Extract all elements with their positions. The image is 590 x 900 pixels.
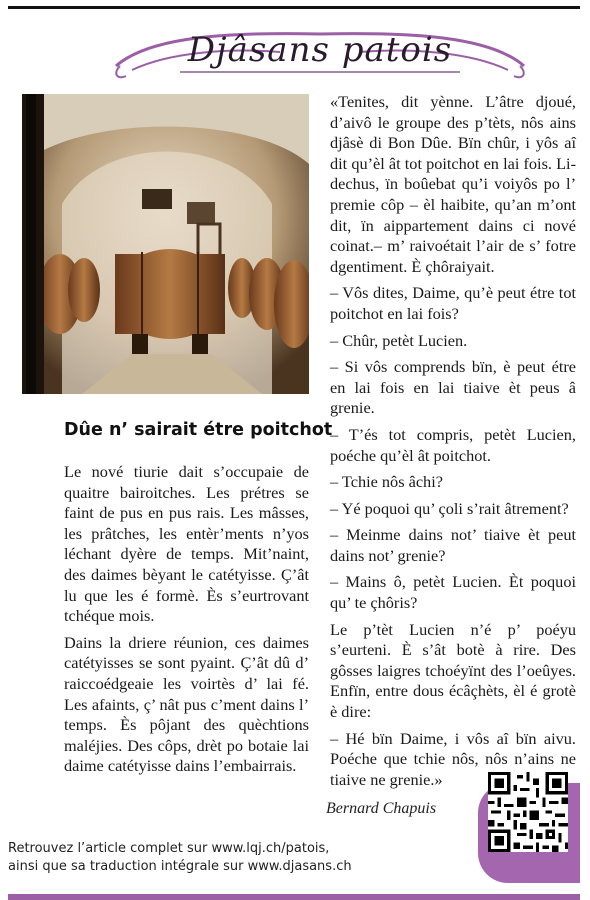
wine-cellar-photo: [22, 94, 309, 394]
footer-line-2[interactable]: ainsi que sa traduction intégrale sur www.djasans.ch: [8, 859, 352, 874]
footer-line-1[interactable]: Retrouvez l’article complet sur www.lqj.ch/patois,: [8, 841, 330, 856]
paragraph: «Tenites, dit yènne. L’âtre djoué, d’aivô le groupe des p’tèts, nôs ains djâsè di Bon Dûe. Bïn chûr, i yôs aî dit qu’èl ât tot poitchot en lai fois. Li-dechus, ïn boûebat qu’i voiyôs po l’ premie côp – èl haibite, qu’an m’ont dit, ïn aippartement dains ci nové coinat.– m’ raivoétait l’air de s’ fotre dgentiment. È çhôraiyait.: [330, 92, 576, 276]
paragraph: – Mains ô, petèt Lucien. Èt poquoi qu’ te çhôris?: [330, 572, 576, 613]
left-column: [64, 462, 309, 783]
paragraph: – Hé bïn Daime, i vôs aî bïn aivu. Poéche que tchie nôs, nôs n’ains ne tiaive ne grenie.»: [330, 728, 576, 789]
paragraph: Dains la driere réunion, ces daimes catétyisses se sont pyaint. Ç’ât dû d’ raiccoédgeaie les voirtès d’ lai fé. Les afaints, ç’ nât pus c’ment dains l’ temps. Ès pôjant des quèchtions maléjies. Des côps, drèt po botaie lai daime catétyisse dains l’embairrais.: [64, 632, 309, 776]
top-rule: [8, 6, 580, 9]
paragraph: – T’és tot compris, petèt Lucien, poéche qu’èl ât poitchot.: [330, 424, 576, 465]
bottom-rule: [8, 894, 580, 900]
author-signature: Bernard Chapuis: [326, 800, 437, 817]
paragraph: – Chûr, petèt Lucien.: [330, 330, 468, 350]
paragraph: – Yé poquoi qu’ çoli s’rait âtrement?: [330, 498, 569, 518]
paragraph: – Tchie nôs âchi?: [330, 472, 443, 492]
article-headline: Dûe n’ sairait étre poitchot: [64, 420, 333, 440]
paragraph: Le nové tiurie dait s’occupaie de quaitre bairoitches. Les prétres se faint de pus en pus rais. Les mâsses, les prâtches, les entèr’ments n’yos léchant dyère de temps. Mit’naint, des daimes bèyant le catétyisse. Ç’ât lu que les é formè. Ès s’eurtrovant tchéque mois.: [64, 462, 309, 626]
section-title: Djâsans patois: [187, 30, 453, 70]
paragraph: – Vôs dites, Daime, qu’è peut étre tot poitchot en lai fois?: [330, 283, 576, 323]
paragraph: Le p’tèt Lucien n’é p’ poéyu s’eurteni. È s’ât botè à rire. Des gôsses laigres tchoéyïnt des l’oeûyes. Enfïn, entre dous écâçhèts, èl é grotè è dire:: [330, 619, 576, 722]
section-header: [110, 22, 530, 84]
footer-note: [8, 840, 428, 876]
qr-code[interactable]: [488, 772, 568, 852]
paragraph: – Meinme dains not’ tiaive èt peut dains not’ grenie?: [330, 525, 576, 565]
right-column: [330, 92, 576, 796]
paragraph: – Si vôs comprends bïn, è peut étre en lai fois en lai tiaive èt peus â grenie.: [330, 357, 576, 418]
